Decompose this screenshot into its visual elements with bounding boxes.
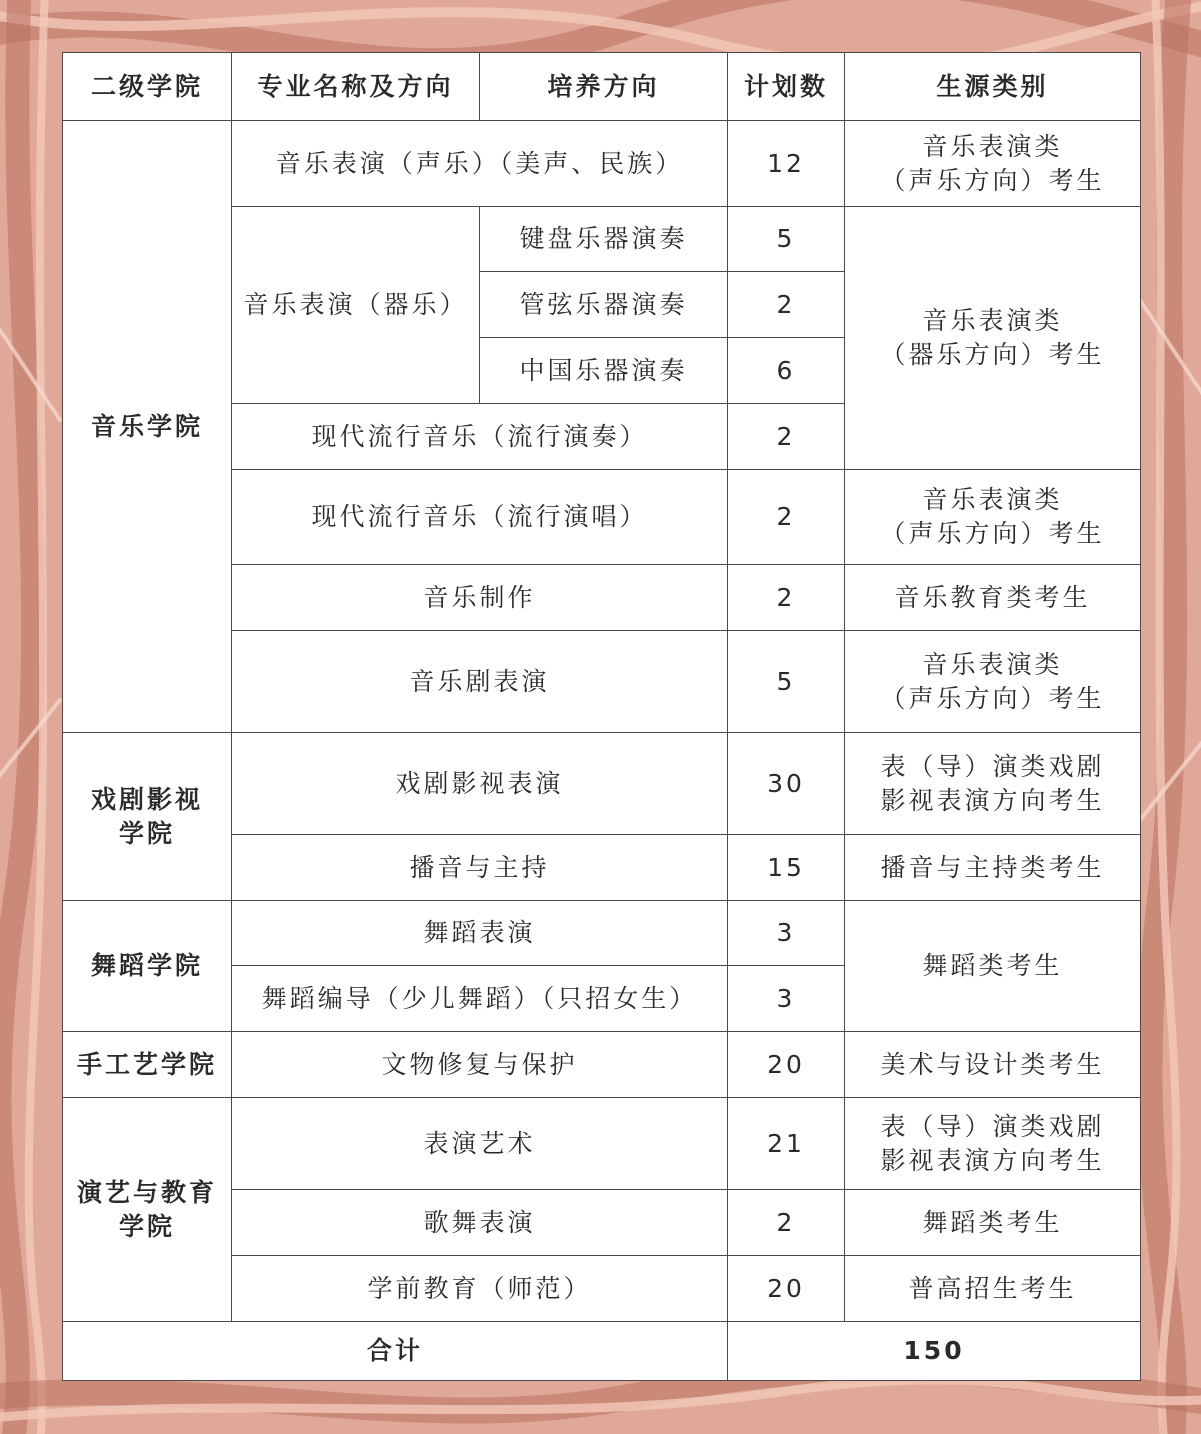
plan-count: 12 — [728, 121, 845, 207]
plan-count: 2 — [728, 404, 845, 470]
table-row — [63, 901, 1141, 966]
major-name: 学前教育（师范） — [232, 1256, 728, 1322]
school-craft: 手工艺学院 — [63, 1032, 232, 1098]
school-drama: 戏剧影视 学院 — [63, 733, 232, 901]
header-source: 生源类别 — [845, 53, 1141, 121]
total-row — [63, 1322, 1141, 1381]
plan-count: 6 — [728, 338, 845, 404]
plan-count: 20 — [728, 1256, 845, 1322]
table-row — [63, 1032, 1141, 1098]
source-category: 美术与设计类考生 — [845, 1032, 1141, 1098]
header-row — [63, 53, 1141, 121]
plan-count: 5 — [728, 207, 845, 272]
source-category: 播音与主持类考生 — [845, 835, 1141, 901]
source-category: 舞蹈类考生 — [845, 1190, 1141, 1256]
direction-name: 键盘乐器演奏 — [480, 207, 728, 272]
header-major: 专业名称及方向 — [232, 53, 480, 121]
major-name: 文物修复与保护 — [232, 1032, 728, 1098]
plan-count: 3 — [728, 901, 845, 966]
source-category: 舞蹈类考生 — [845, 901, 1141, 1032]
source-category: 表（导）演类戏剧 影视表演方向考生 — [845, 1098, 1141, 1190]
direction-name: 管弦乐器演奏 — [480, 272, 728, 338]
major-name: 表演艺术 — [232, 1098, 728, 1190]
table-row — [63, 733, 1141, 835]
table-row — [63, 1098, 1141, 1190]
plan-count: 30 — [728, 733, 845, 835]
plan-count: 15 — [728, 835, 845, 901]
school-dance: 舞蹈学院 — [63, 901, 232, 1032]
source-category: 音乐表演类 （声乐方向）考生 — [845, 470, 1141, 565]
major-name: 音乐制作 — [232, 565, 728, 631]
plan-count: 5 — [728, 631, 845, 733]
major-name: 舞蹈编导（少儿舞蹈）（只招女生） — [232, 966, 728, 1032]
plan-count: 20 — [728, 1032, 845, 1098]
major-name: 现代流行音乐（流行演唱） — [232, 470, 728, 565]
enrollment-plan-table — [62, 52, 1141, 1381]
total-label: 合计 — [63, 1322, 728, 1381]
plan-count: 2 — [728, 272, 845, 338]
major-name: 现代流行音乐（流行演奏） — [232, 404, 728, 470]
plan-count: 3 — [728, 966, 845, 1032]
source-category: 音乐教育类考生 — [845, 565, 1141, 631]
header-direction: 培养方向 — [480, 53, 728, 121]
plan-count: 2 — [728, 1190, 845, 1256]
source-category: 音乐表演类 （器乐方向）考生 — [845, 207, 1141, 470]
plan-count: 21 — [728, 1098, 845, 1190]
plan-count: 2 — [728, 470, 845, 565]
major-name: 戏剧影视表演 — [232, 733, 728, 835]
source-category: 音乐表演类 （声乐方向）考生 — [845, 121, 1141, 207]
total-value: 150 — [728, 1322, 1141, 1381]
major-name: 音乐剧表演 — [232, 631, 728, 733]
source-category: 普高招生考生 — [845, 1256, 1141, 1322]
school-music: 音乐学院 — [63, 121, 232, 733]
major-name: 歌舞表演 — [232, 1190, 728, 1256]
source-category: 表（导）演类戏剧 影视表演方向考生 — [845, 733, 1141, 835]
major-name: 音乐表演（声乐）（美声、民族） — [232, 121, 728, 207]
table-row — [63, 121, 1141, 207]
major-name: 舞蹈表演 — [232, 901, 728, 966]
major-name: 音乐表演（器乐） — [232, 207, 480, 404]
major-name: 播音与主持 — [232, 835, 728, 901]
header-school: 二级学院 — [63, 53, 232, 121]
source-category: 音乐表演类 （声乐方向）考生 — [845, 631, 1141, 733]
direction-name: 中国乐器演奏 — [480, 338, 728, 404]
plan-count: 2 — [728, 565, 845, 631]
header-count: 计划数 — [728, 53, 845, 121]
school-perform-edu: 演艺与教育 学院 — [63, 1098, 232, 1322]
